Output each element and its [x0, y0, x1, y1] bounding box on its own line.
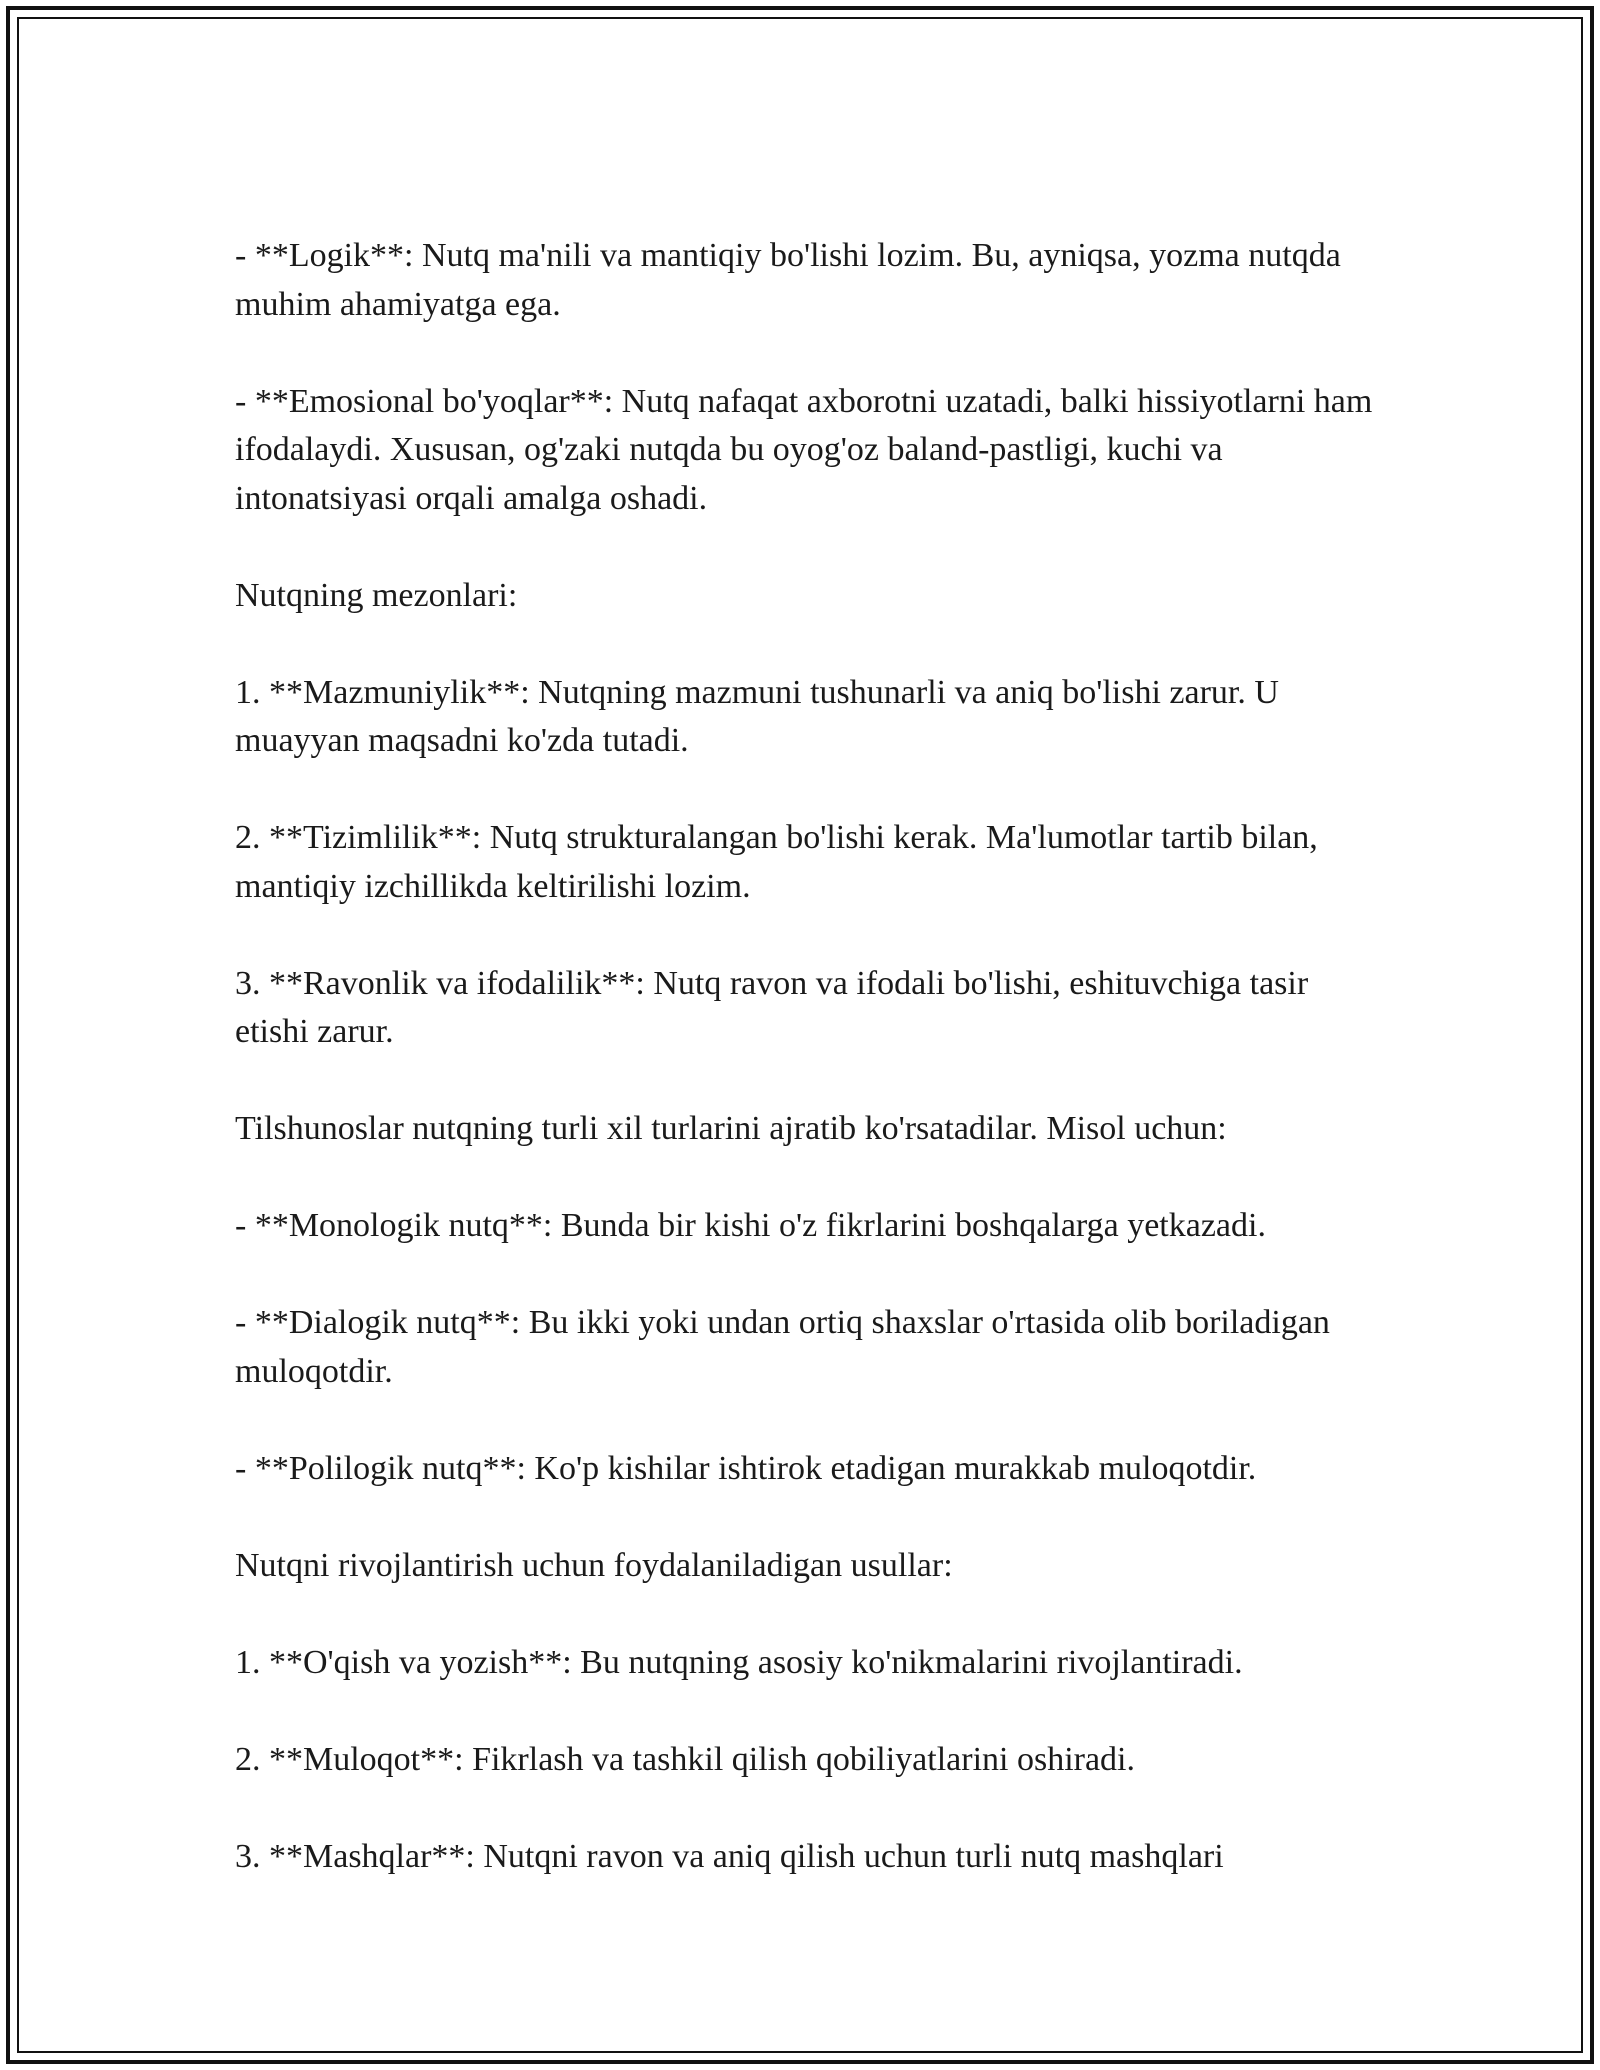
paragraph-mazmuniylik: 1. **Mazmuniylik**: Nutqning mazmuni tushunarli va aniq bo'lishi zarur. U muayyan maqsadni ko'zda tutadi. — [235, 673, 1279, 759]
paragraph-monologik: - **Monologik nutq**: Bunda bir kishi o'z fikrlarini boshqalarga yetkazadi. — [235, 1207, 1266, 1244]
paragraph-mashqlar: 3. **Mashqlar**: Nutqni ravon va aniq qilish uchun turli nutq mashqlari — [235, 1837, 1224, 1875]
paragraph-nutq-turlari: Tilshunoslar nutqning turli xil turlarini ajratib ko'rsatadilar. Misol uchun: — [235, 1110, 1227, 1147]
paragraph-polilogik: - **Polilogik nutq**: Ko'p kishilar ishtirok etadigan murakkab muloqotdir. — [235, 1449, 1257, 1487]
paragraph-muloqot: 2. **Muloqot**: Fikrlash va tashkil qilish qobiliyatlarini oshiradi. — [235, 1740, 1136, 1778]
paragraph-logik: - **Logik**: Nutq ma'nili va mantiqiy bo'lishi lozim. Bu, ayniqsa, yozma nutqda muhim ahamiyatga ega. — [235, 237, 1341, 323]
heading-nutq-mezonlari: Nutqning mezonlari: — [235, 576, 518, 614]
heading-rivojlantirish-usullari: Nutqni rivojlantirish uchun foydalaniladigan usullar: — [235, 1546, 953, 1584]
paragraph-oqish-yozish: 1. **O'qish va yozish**: Bu nutqning asosiy ko'nikmalarini rivojlantiradi. — [235, 1643, 1243, 1681]
paragraph-tizimlilik: 2. **Tizimlilik**: Nutq strukturalangan bo'lishi kerak. Ma'lumotlar tartib bilan, mantiqiy izchillikda keltirilishi lozim. — [235, 819, 1318, 905]
paragraph-ravonlik: 3. **Ravonlik va ifodalilik**: Nutq ravon va ifodali bo'lishi, eshituvchiga tasir etishi zarur. — [235, 964, 1309, 1050]
paragraph-emosional: - **Emosional bo'yoqlar**: Nutq nafaqat axborotni uzatadi, balki hissiyotlarni ham ifodalaydi. Xususan, og'zaki nutqda bu oyog'oz baland-pastligi, kuchi va intonatsiyasi orqali amalga oshadi. — [235, 382, 1373, 517]
document-body — [235, 232, 1375, 1930]
paragraph-dialogik: - **Dialogik nutq**: Bu ikki yoki undan ortiq shaxslar o'rtasida olib boriladigan muloqotdir. — [235, 1304, 1330, 1390]
